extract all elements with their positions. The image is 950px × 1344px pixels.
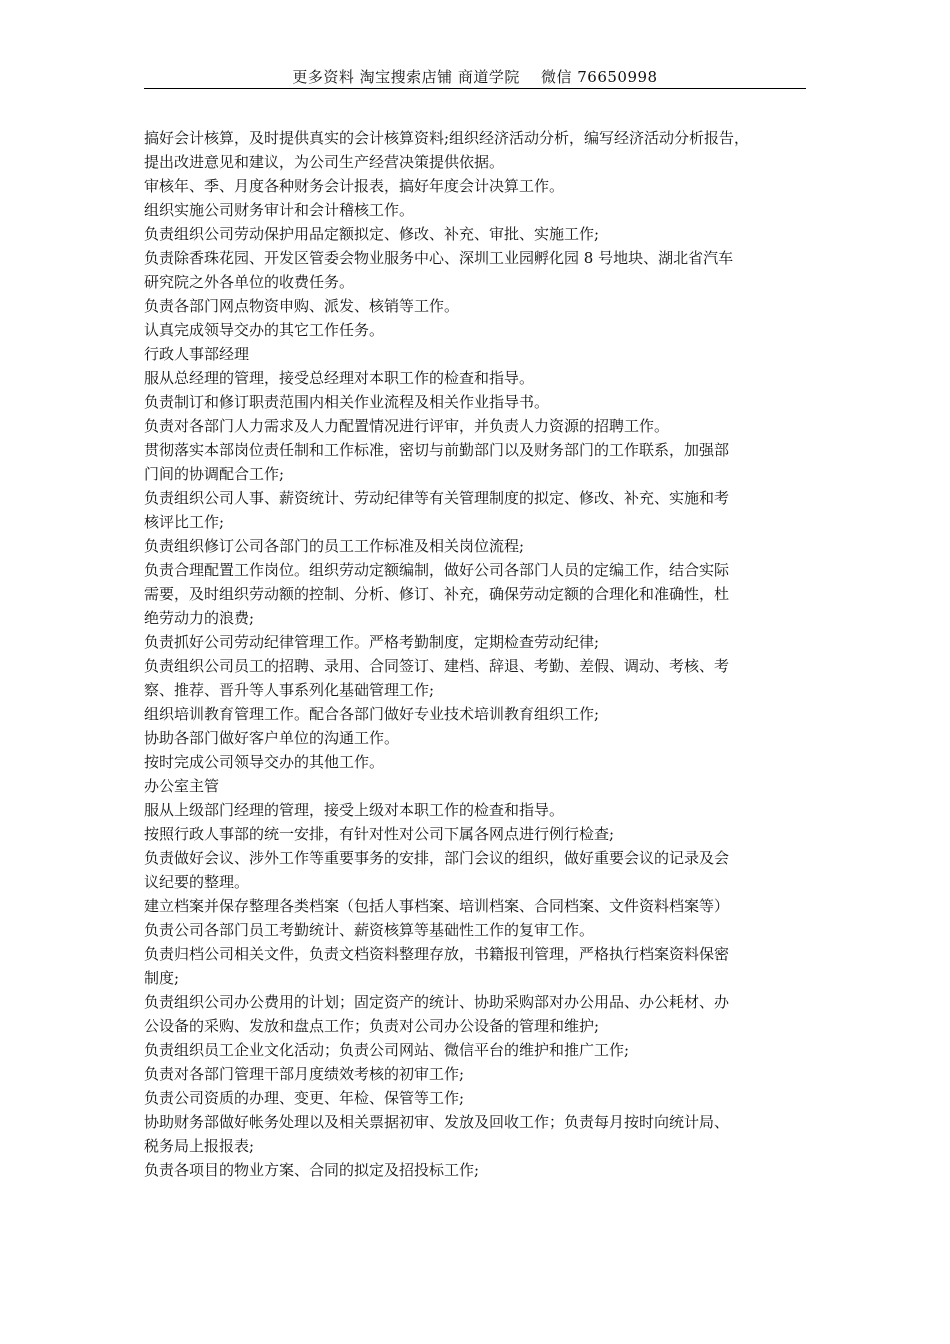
text-line: 组织实施公司财务审计和会计稽核工作。 <box>144 201 415 219</box>
text-line: 察、推荐、晋升等人事系列化基础管理工作; <box>144 681 435 699</box>
text-line: 议纪要的整理。 <box>144 873 250 891</box>
text-line: 负责组织公司人事、薪资统计、劳动纪律等有关管理制度的拟定、修改、补充、实施和考 <box>144 489 730 507</box>
text-line: 审核年、季、月度各种财务会计报表，搞好年度会计决算工作。 <box>144 177 565 195</box>
text-line: 负责公司各部门员工考勤统计、薪资核算等基础性工作的复审工作。 <box>144 921 595 939</box>
text-line: 服从上级部门经理的管理，接受上级对本职工作的检查和指导。 <box>144 801 565 819</box>
text-line: 负责各部门网点物资申购、派发、核销等工作。 <box>144 297 460 315</box>
text-line: 认真完成领导交办的其它工作任务。 <box>144 321 385 339</box>
text-line: 税务局上报报表; <box>144 1137 255 1155</box>
text-line: 公设备的采购、发放和盘点工作；负责对公司办公设备的管理和维护; <box>144 1017 600 1035</box>
text-line: 负责对各部门管理干部月度绩效考核的初审工作; <box>144 1065 465 1083</box>
text-line: 负责组织公司办公费用的计划；固定资产的统计、协助采购部对办公用品、办公耗材、办 <box>144 993 730 1011</box>
text-line: 负责做好会议、涉外工作等重要事务的安排，部门会议的组织，做好重要会议的记录及会 <box>144 849 730 867</box>
text-line: 负责组织员工企业文化活动；负责公司网站、微信平台的维护和推广工作; <box>144 1041 630 1059</box>
text-line: 负责制订和修订职责范围内相关作业流程及相关作业指导书。 <box>144 393 550 411</box>
page-header: 更多资料 淘宝搜索店铺 商道学院 微信 76650998 <box>292 68 658 86</box>
text-line: 搞好会计核算，及时提供真实的会计核算资料;组织经济活动分析，编写经济活动分析报告， <box>144 129 750 147</box>
text-line: 负责抓好公司劳动纪律管理工作。严格考勤制度，定期检查劳动纪律; <box>144 633 600 651</box>
text-line: 负责组织公司劳动保护用品定额拟定、修改、补充、审批、实施工作; <box>144 225 600 243</box>
text-line: 提出改进意见和建议，为公司生产经营决策提供依据。 <box>144 153 505 171</box>
text-line: 服从总经理的管理，接受总经理对本职工作的检查和指导。 <box>144 369 535 387</box>
header-divider <box>144 88 806 89</box>
text-line: 贯彻落实本部岗位责任制和工作标准，密切与前勤部门以及财务部门的工作联系，加强部 <box>144 441 730 459</box>
section-heading: 办公室主管 <box>144 777 220 795</box>
text-line: 按照行政人事部的统一安排，有针对性对公司下属各网点进行例行检查; <box>144 825 615 843</box>
text-line: 绝劳动力的浪费; <box>144 609 255 627</box>
text-line: 需要，及时组织劳动额的控制、分析、修订、补充，确保劳动定额的合理化和准确性，杜 <box>144 585 730 603</box>
section-heading: 行政人事部经理 <box>144 345 250 363</box>
text-line: 负责对各部门人力需求及人力配置情况进行评审，并负责人力资源的招聘工作。 <box>144 417 670 435</box>
text-line: 建立档案并保存整理各类档案（包括人事档案、培训档案、合同档案、文件资料档案等） <box>144 897 730 915</box>
text-line: 协助财务部做好帐务处理以及相关票据初审、发放及回收工作；负责每月按时向统计局、 <box>144 1113 730 1131</box>
text-line: 协助各部门做好客户单位的沟通工作。 <box>144 729 400 747</box>
text-line: 组织培训教育管理工作。配合各部门做好专业技术培训教育组织工作; <box>144 705 600 723</box>
text-line: 负责合理配置工作岗位。组织劳动定额编制，做好公司各部门人员的定编工作，结合实际 <box>144 561 730 579</box>
text-line: 研究院之外各单位的收费任务。 <box>144 273 355 291</box>
text-line: 按时完成公司领导交办的其他工作。 <box>144 753 385 771</box>
text-line: 负责各项目的物业方案、合同的拟定及招投标工作; <box>144 1161 480 1179</box>
text-line: 核评比工作; <box>144 513 225 531</box>
text-line: 门间的协调配合工作; <box>144 465 285 483</box>
text-line: 制度; <box>144 969 180 987</box>
text-line: 负责公司资质的办理、变更、年检、保管等工作; <box>144 1089 465 1107</box>
text-line: 负责除香珠花园、开发区管委会物业服务中心、深圳工业园孵化园 8 号地块、湖北省汽车 <box>144 249 734 267</box>
text-line: 负责归档公司相关文件，负责文档资料整理存放，书籍报刊管理，严格执行档案资料保密 <box>144 945 730 963</box>
text-line: 负责组织公司员工的招聘、录用、合同签订、建档、辞退、考勤、差假、调动、考核、考 <box>144 657 730 675</box>
document-body <box>144 126 814 1182</box>
text-line: 负责组织修订公司各部门的员工工作标准及相关岗位流程; <box>144 537 525 555</box>
